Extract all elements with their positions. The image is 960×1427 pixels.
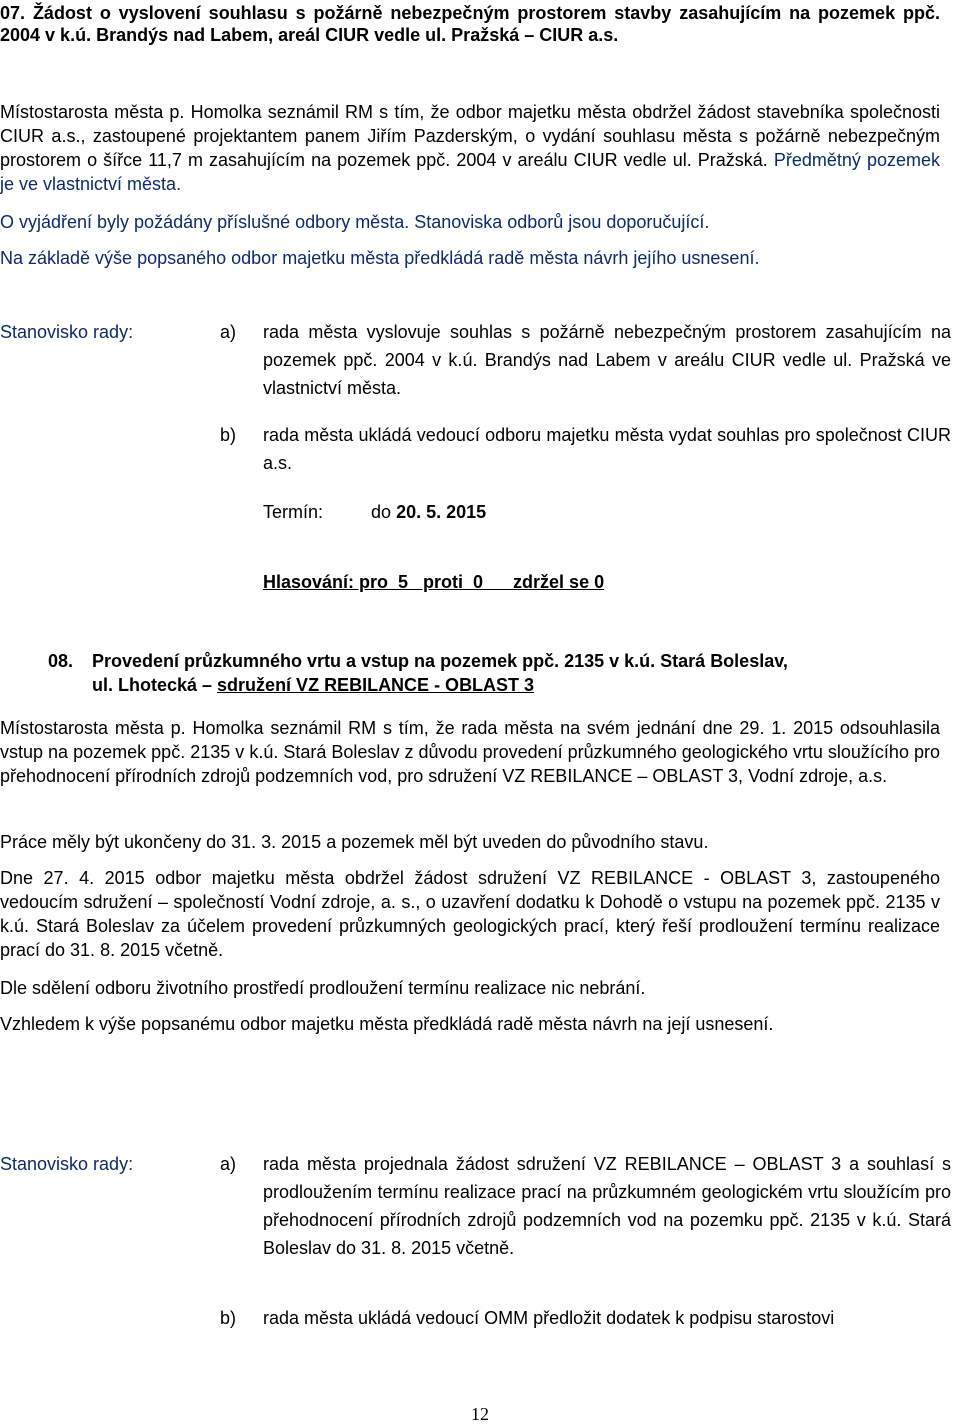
item07-stanovisko-label: Stanovisko rady: — [0, 322, 134, 342]
item07-vote-result: Hlasování: pro 5 proti 0 zdržel se 0 — [263, 572, 605, 592]
item07-title-block — [0, 2, 940, 46]
item07-option-a-letter: a) — [220, 322, 237, 342]
item08-paragraph-5: Vzhledem k výše popsanému odbor majetku města předkládá radě města návrh na její usnesení. — [0, 1014, 774, 1034]
item07-termin — [263, 500, 486, 524]
item07-paragraph-2: O vyjádření byly požádány příslušné odbory města. Stanoviska odborů jsou doporučující. — [0, 212, 710, 232]
item08-title-applicant: sdružení VZ REBILANCE - OBLAST 3 — [217, 675, 535, 695]
item07-option-a-text: rada města vyslovuje souhlas s požárně nebezpečným prostorem zasahujícím na pozemek ppč. 2004 v k.ú. Brandýs nad Labem v areálu CIUR vedle ul. Pražská ve vlastnictví města. — [263, 322, 951, 398]
item08-option-a-letter: a) — [220, 1154, 237, 1174]
item07-termin-do: do — [371, 502, 392, 522]
item07-termin-label: Termín: — [263, 502, 324, 522]
item07-paragraph-1 — [0, 100, 940, 196]
item07-number: 07. — [0, 3, 26, 23]
item08-title-line1: Provedení průzkumného vrtu a vstup na pozemek ppč. 2135 v k.ú. Stará Boleslav, — [92, 651, 788, 671]
item08-paragraph-3: Dne 27. 4. 2015 odbor majetku města obdržel žádost sdružení VZ REBILANCE - OBLAST 3, zastoupeného vedoucím sdružení – společností Vodní zdroje, a. s., o uzavření dodatku k Dohodě o vstupu na pozemek ppč. 2135 v k.ú. Stará Boleslav za účelem provedení průzkumných geologických prací, který řeší prodloužení termínu realizace prací do 31. 8. 2015 včetně. — [0, 868, 940, 960]
item08-paragraph-4: Dle sdělení odboru životního prostředí prodloužení termínu realizace nic nebrání. — [0, 978, 646, 998]
item08-title-street: ul. Lhotecká – — [92, 675, 218, 695]
item08-option-a-text: rada města projednala žádost sdružení VZ REBILANCE – OBLAST 3 a souhlasí s prodloužením termínu realizace prací na průzkumném geologickém vrtu sloužícím pro přehodnocení přírodních zdrojů podzemních vod na pozemku ppč. 2135 v k.ú. Stará Boleslav do 31. 8. 2015 včetně. — [263, 1154, 951, 1258]
item07-option-b-text: rada města ukládá vedoucí odboru majetku města vydat souhlas pro společnost CIUR a.s. — [263, 425, 951, 473]
item08-title-line2 — [92, 674, 534, 696]
item08-option-b-text: rada města ukládá vedoucí OMM předložit dodatek k podpisu starostovi — [263, 1308, 835, 1328]
item07-paragraph-1-text: Místostarosta města p. Homolka seznámil RM s tím, že odbor majetku města obdržel žádost stavebníka společnosti CIUR a.s., zastoupené projektantem panem Jiřím Pazderským, o vydání souhlasu města s požárně nebezpečným prostorem o šířce 11,7 m zasahujícím na pozemek ppč. 2004 v areálu CIUR vedle ul. Pražská. — [0, 102, 940, 170]
item08-number: 08. — [48, 651, 74, 671]
item08-paragraph-2: Práce měly být ukončeny do 31. 3. 2015 a pozemek měl být uveden do původního stavu. — [0, 832, 709, 852]
item07-termin-date: 20. 5. 2015 — [396, 502, 487, 522]
page-number: 12 — [471, 1404, 489, 1424]
item07-title: Žádost o vyslovení souhlasu s požárně nebezpečným prostorem stavby zasahujícím na pozemek ppč. 2004 v k.ú. Brandýs nad Labem, areál CIUR vedle ul. Pražská – CIUR a.s. — [0, 3, 940, 45]
item08-paragraph-1: Místostarosta města p. Homolka seznámil RM s tím, že rada města na svém jednání dne 29. 1. 2015 odsouhlasila vstup na pozemek ppč. 2135 v k.ú. Stará Boleslav z důvodu provedení průzkumného geologického vrtu sloužícího pro přehodnocení přírodních zdrojů podzemních vod, pro sdružení VZ REBILANCE – OBLAST 3, Vodní zdroje, a.s. — [0, 718, 940, 786]
item07-paragraph-1-ownership: Předmětný pozemek je ve vlastnictví města. — [0, 150, 940, 194]
item08-option-b-letter: b) — [220, 1308, 237, 1328]
item08-stanovisko-label: Stanovisko rady: — [0, 1154, 134, 1174]
item07-paragraph-3: Na základě výše popsaného odbor majetku města předkládá radě města návrh jejího usnesení. — [0, 248, 760, 268]
item07-option-b-letter: b) — [220, 425, 237, 445]
